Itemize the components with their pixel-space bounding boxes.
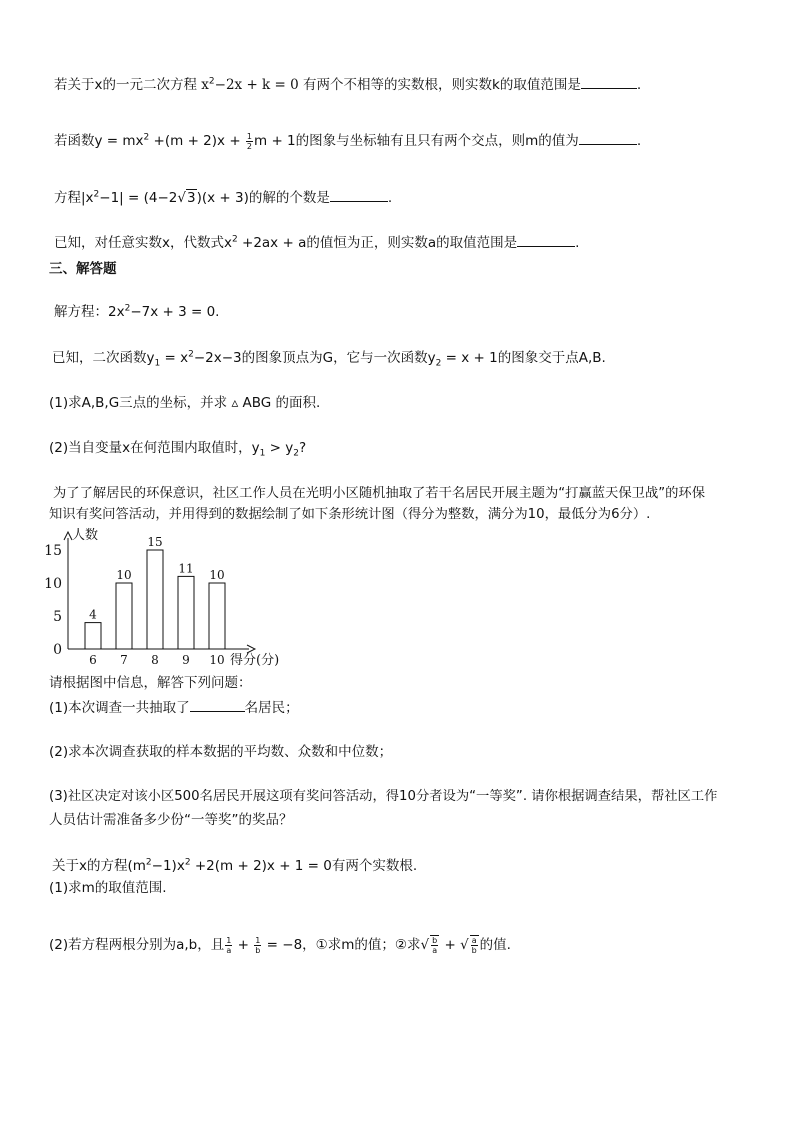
question-18-part-1: (1)求A,B,G三点的坐标，并求 ▵ ABG 的面积.: [49, 395, 321, 411]
y-tick-label: 15: [44, 543, 62, 559]
question-16: 已知，对任意实数x，代数式$x^2 +2ax + a$的值恒为正，则实数a的取值范围是 .: [54, 232, 579, 253]
question-19-intro-line-1: 为了了解居民的环保意识，社区工作人员在光明小区随机抽取了若干名居民开展主题为“打赢蓝天保卫战”的环保: [53, 486, 706, 501]
y-tick-label: 0: [53, 642, 62, 658]
question-18-intro: 已知，二次函数$y_1 = x^2-2x-3$的图象顶点为G，它与一次函数$y_2 = x + 1$的图象交于点A,B.: [52, 349, 606, 369]
answer-blank[interactable]: [330, 187, 388, 202]
fraction: $\frac{1}{2}$: [246, 131, 253, 151]
x-tick-label: 9: [182, 653, 190, 667]
answer-blank[interactable]: [190, 697, 245, 712]
question-13: 若关于x的一元二次方程 $x^2-2x + k = 0$ 有两个不相等的实数根，则实数k的取值范围是 .: [54, 74, 641, 95]
x-tick-label: 10: [209, 653, 225, 667]
question-20-part-1: (1)求m的取值范围.: [49, 880, 167, 896]
x-axis-label: 得分(分): [230, 653, 280, 668]
question-19-prompt: 请根据图中信息，解答下列问题：: [49, 675, 252, 691]
x-tick-label: 6: [89, 653, 97, 667]
question-20-part-2: (2)若方程两根分别为a,b，且 $\frac{1}{a}$ + $\frac{1}{b}$ = −8，①求m的值；②求√ $\frac{b}{a}$ + √ $\frac{a}{b}$ 的值.: [49, 935, 511, 955]
bar: [147, 550, 163, 649]
fraction: $\frac{1}{b}$: [255, 935, 261, 955]
bar-value-label: 11: [178, 561, 194, 576]
fraction: $\frac{a}{b}$: [471, 936, 477, 955]
question-19-part-1: (1)本次调查一共抽取了 名居民；: [49, 697, 299, 718]
bar-chart: [40, 528, 280, 668]
bar-value-label: 4: [89, 607, 97, 622]
x-tick-label: 8: [151, 653, 159, 667]
y-tick-label: 5: [53, 609, 62, 625]
answer-blank[interactable]: [579, 130, 637, 145]
y-axis-label: 人数: [72, 528, 99, 543]
bar: [116, 583, 132, 649]
question-19-part-2: (2)求本次调查获取的样本数据的平均数、众数和中位数；: [49, 744, 393, 760]
answer-blank[interactable]: [581, 74, 637, 89]
question-18-part-2: (2)当自变量x在何范围内取值时，$y_1 > y_2$?: [49, 440, 307, 459]
x-tick-label: 7: [120, 653, 128, 667]
bar-value-label: 15: [147, 535, 163, 549]
question-20-intro: 关于x的方程$(m^2-1)x^2 +2(m + 2)x + 1 = 0$有两个实数根.: [52, 857, 418, 874]
question-14: 若函数$y = mx^2 +(m + 2)x$ + $\frac{1}{2}$ m + 1的图象与坐标轴有且只有两个交点，则m的值为 .: [54, 131, 642, 151]
section-heading: 三、解答题: [49, 261, 117, 277]
sqrt-symbol: √: [460, 937, 469, 953]
y-tick-label: 10: [44, 576, 62, 592]
question-19-intro-line-2: 知识有奖问答活动，并用得到的数据绘制了如下条形统计图（得分为整数，满分为10，最低分为6分）.: [49, 507, 651, 522]
bar-value-label: 10: [116, 568, 132, 582]
bar: [209, 583, 225, 649]
question-15: 方程$|x^2-1| = (4-2√3)(x + 3)$的解的个数是 .: [54, 187, 392, 208]
sqrt-symbol: √: [420, 937, 430, 953]
sqrt-symbol: √: [177, 190, 186, 206]
question-19-part-3-line-1: (3)社区决定对该小区500名居民开展这项有奖问答活动，得10分者设为“一等奖”. 请你根据调查结果，帮社区工作: [49, 789, 718, 804]
answer-blank[interactable]: [517, 232, 575, 247]
bar: [85, 623, 101, 649]
bar: [178, 576, 194, 649]
fraction: $\frac{1}{a}$: [226, 935, 232, 955]
fraction: $\frac{b}{a}$: [432, 936, 438, 955]
bar-value-label: 10: [209, 568, 225, 582]
question-17: 解方程：$2x^2-7x + 3 = 0$.: [54, 303, 220, 320]
question-19-part-3-line-2: 人员估计需准备多少份“一等奖”的奖品？: [49, 812, 293, 828]
